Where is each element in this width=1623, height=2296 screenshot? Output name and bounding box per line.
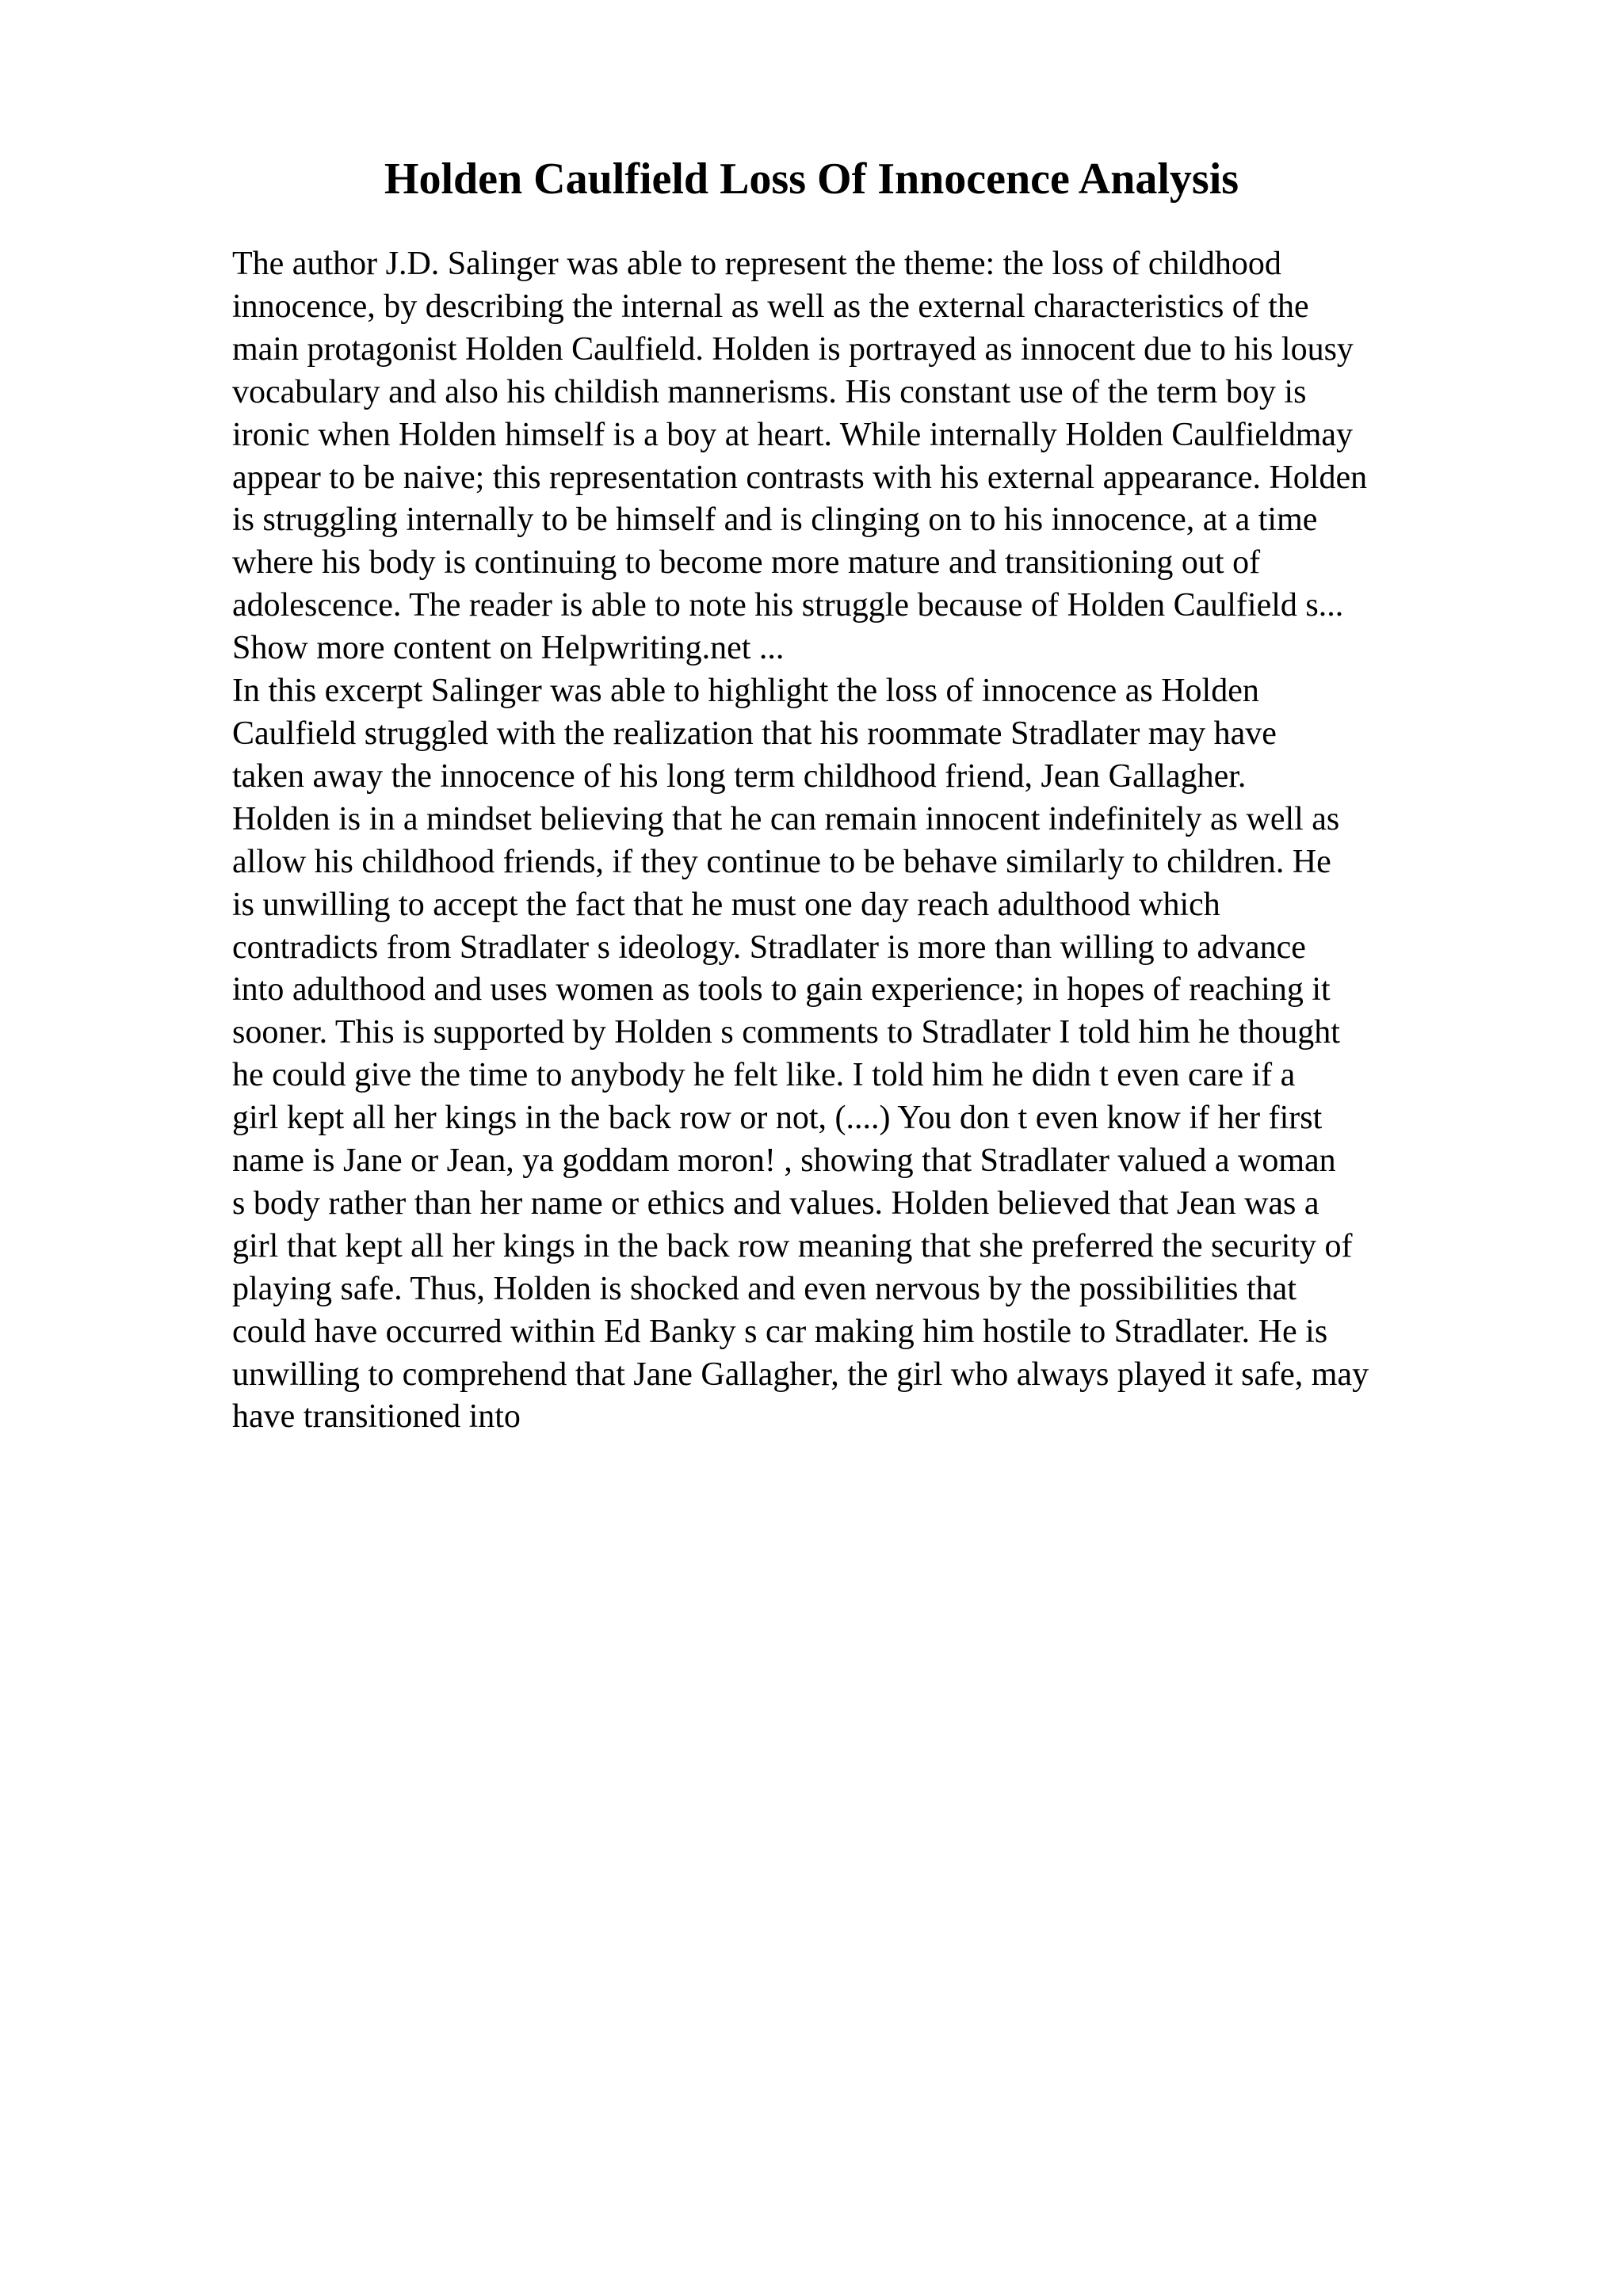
show-more-line: Show more content on Helpwriting.net ... — [232, 630, 785, 667]
text-line: into adulthood and uses women as tools to gain experience; in hopes of reaching it — [232, 971, 1331, 1009]
text-line: vocabulary and also his childish mannerisms. His constant use of the term boy is — [232, 373, 1307, 410]
text-line: is unwilling to accept the fact that he must one day reach adulthood which — [232, 886, 1220, 923]
text-line: playing safe. Thus, Holden is shocked and even nervous by the possibilities that — [232, 1270, 1296, 1307]
text-line: where his body is continuing to become more mature and transitioning out of — [232, 544, 1261, 582]
text-line: could have occurred within Ed Banky s car making him hostile to Stradlater. He is — [232, 1313, 1328, 1350]
text-line: In this excerpt Salinger was able to highlight the loss of innocence as Holden — [232, 673, 1259, 710]
text-line: allow his childhood friends, if they continue to be behave similarly to children. He — [232, 843, 1331, 880]
document-title: Holden Caulfield Loss Of Innocence Analysis — [384, 154, 1239, 204]
text-line: taken away the innocence of his long term childhood friend, Jean Gallagher. — [232, 757, 1247, 795]
text-line: adolescence. The reader is able to note his struggle because of Holden Caulfield s... — [232, 587, 1344, 624]
text-line: s body rather than her name or ethics and values. Holden believed that Jean was a — [232, 1184, 1319, 1222]
text-line: he could give the time to anybody he felt like. I told him he didn t even care if a — [232, 1057, 1296, 1094]
text-line: The author J.D. Salinger was able to represent the theme: the loss of childhood — [232, 246, 1281, 282]
document-body — [232, 243, 1516, 1439]
text-line: main protagonist Holden Caulfield. Holden is portrayed as innocent due to his lousy — [232, 330, 1354, 368]
text-line: name is Jane or Jean, ya goddam moron! , showing that Stradlater valued a woman — [232, 1142, 1336, 1180]
text-line: is struggling internally to be himself and is clinging on to his innocence, at a time — [232, 502, 1318, 539]
text-line: unwilling to comprehend that Jane Gallagher, the girl who always played it safe, may — [232, 1356, 1369, 1393]
text-line: girl kept all her kings in the back row or not, (....) You don t even know if her first — [232, 1100, 1323, 1137]
text-line: ironic when Holden himself is a boy at heart. While internally Holden Caulfieldmay — [232, 416, 1354, 453]
text-line: girl that kept all her kings in the back row meaning that she preferred the security of — [232, 1227, 1353, 1264]
text-line: innocence, by describing the internal as well as the external characteristics of the — [232, 288, 1309, 325]
text-line: have transitioned into — [232, 1398, 521, 1436]
text-line: sooner. This is supported by Holden s comments to Stradlater I told him he thought — [232, 1014, 1340, 1051]
text-line: Caulfield struggled with the realization that his roommate Stradlater may have — [232, 715, 1277, 752]
text-line: Holden is in a mindset believing that he can remain innocent indefinitely as well as — [232, 800, 1340, 837]
text-line: appear to be naive; this representation contrasts with his external appearance. Holden — [232, 459, 1368, 496]
text-line: contradicts from Stradlater s ideology. Stradlater is more than willing to advance — [232, 929, 1306, 966]
